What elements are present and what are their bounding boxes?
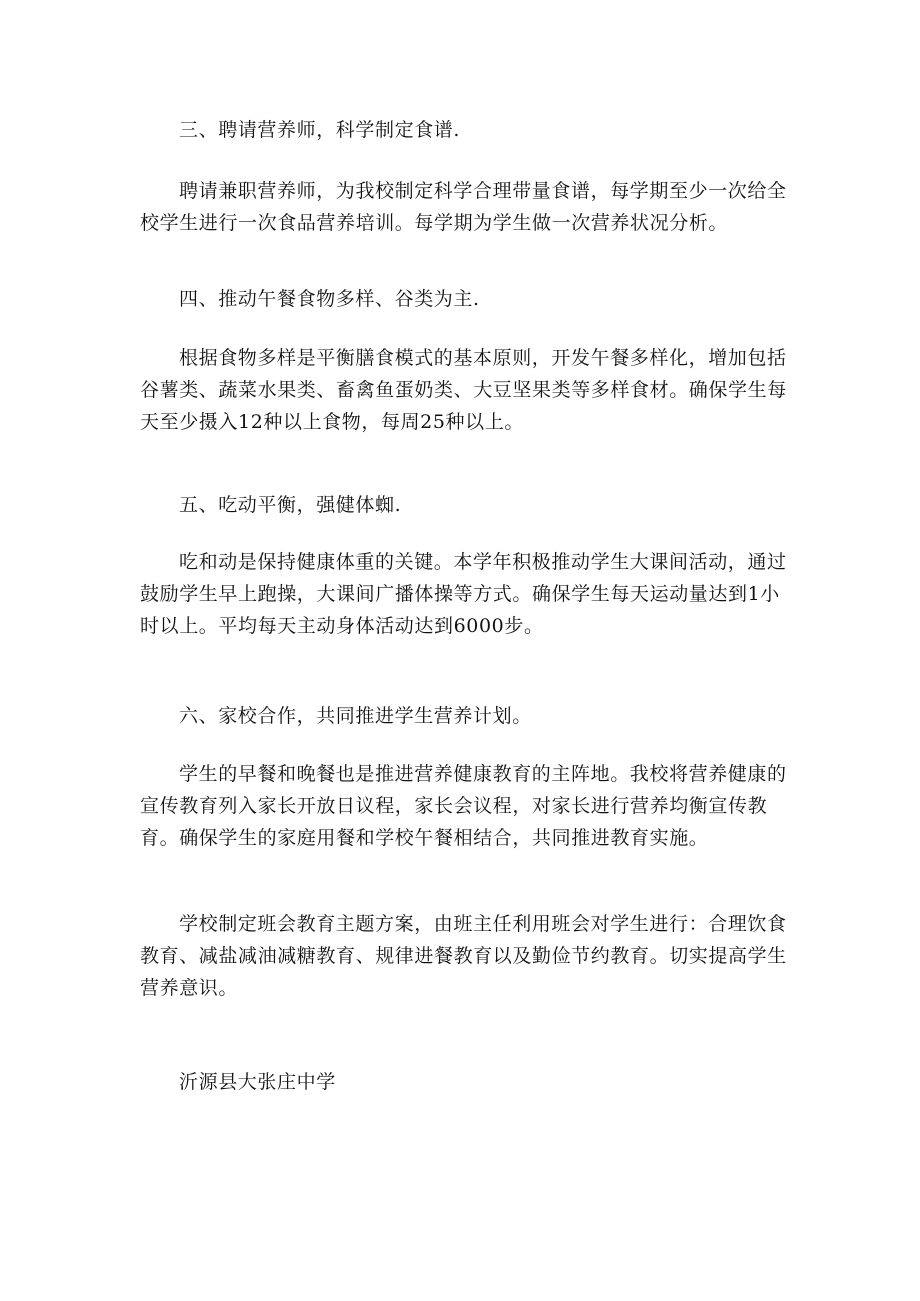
section-4-heading: 四、推动午餐食物多样、谷类为主. [179,288,480,310]
section-3-heading: 三、聘请营养师，科学制定食谱. [179,119,461,141]
section-6-heading: 六、家校合作，共同推进学生营养计划。 [179,705,532,727]
section-3-paragraph: 聘请兼职营养师，为我校制定科学合理带量食谱，每学期至少一次给全校学生进行一次食品营养培训。每学期为学生做一次营养状况分析。 [140,180,787,234]
section-6-paragraph: 学生的早餐和晚餐也是推进营养健康教育的主阵地。我校将营养健康的宣传教育列入家长开放日议程，家长会议程，对家长进行营养均衡宣传教育。确保学生的家庭用餐和学校午餐相结合，共同推进教育实施。 [140,763,787,849]
section-5-heading: 五、吃动平衡，强健体蜘. [179,494,402,516]
section-4-paragraph: 根据食物多样是平衡膳食模式的基本原则，开发午餐多样化，增加包括谷薯类、蔬菜水果类、畜禽鱼蛋奶类、大豆坚果类等多样食材。确保学生每天至少摄入12种以上食物，每周25种以上。 [140,347,787,433]
section-5-paragraph: 吃和动是保持健康体重的关键。本学年积极推动学生大课间活动，通过鼓励学生早上跑操，大课间广播体操等方式。确保学生每天运动量达到1小时以上。平均每天主动身体活动达到6000步。 [140,551,787,637]
closing-paragraph: 学校制定班会教育主题方案，由班主任利用班会对学生进行：合理饮食教育、减盐减油减糖教育、规律进餐教育以及勤俭节约教育。切实提高学生营养意识。 [140,913,787,999]
school-signature: 沂源县大张庄中学 [179,1071,336,1093]
